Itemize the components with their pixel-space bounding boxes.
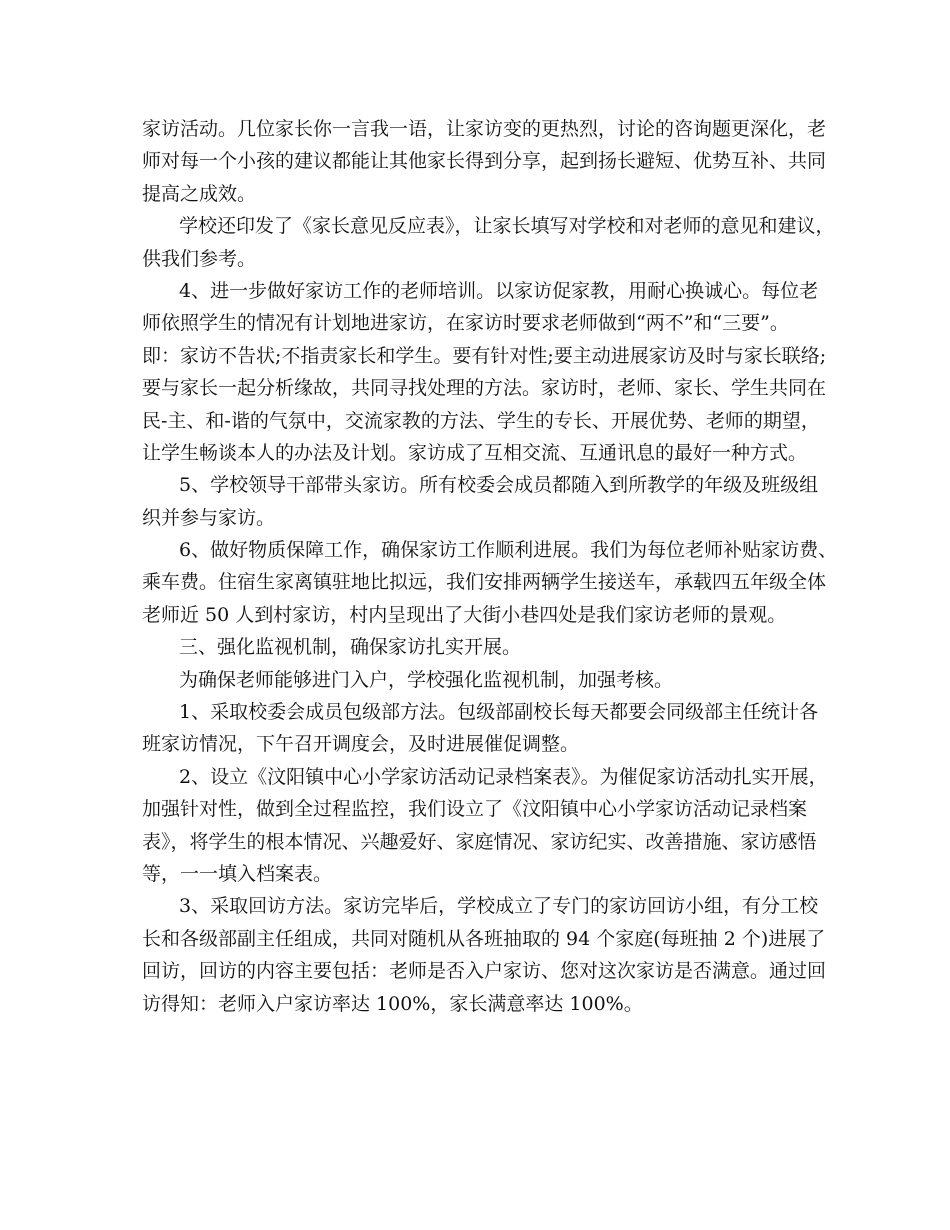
text-line: 5、学校领导干部带头家访。所有校委会成员都随入到所教学的年级及班级组: [179, 474, 819, 497]
text-line: 三、强化监视机制，确保家访扎实开展。: [179, 636, 522, 659]
text-line: 家访活动。几位家长你一言我一语，让家访变的更热烈，讨论的咨询题更深化，老: [142, 118, 827, 140]
text-line: 班家访情况，下午召开调度会，及时进展催促调整。: [142, 733, 580, 756]
text-line: 回访，回访的内容主要包括：老师是否入户家访、您对这次家访是否满意。通过回: [142, 960, 827, 983]
text-line: 加强针对性，做到全过程监控，我们设立了《汶阳镇中心小学家访活动记录档案: [142, 798, 808, 821]
text-line: 要与家长一起分析缘故，共同寻找处理的方法。家访时，老师、家长、学生共同在: [142, 377, 827, 400]
document-body: [142, 113, 838, 1020]
text-line: 师依照学生的情况有计划地进家访，在家访时要求老师做到“两不”和“三要”。: [142, 312, 789, 335]
text-line: 访得知：老师入户家访率达 100%，家长满意率达 100%。: [142, 992, 643, 1015]
text-line: 长和各级部副主任组成，共同对随机从各班抽取的 94 个家庭(每班抽 2 个)进展了: [142, 927, 826, 950]
text-line: 即：家访不告状;不指责家长和学生。要有针对性;要主动进展家访及时与家长联络;: [142, 344, 827, 367]
text-line: 学校还印发了《家长意见反应表》，让家长填写对学校和对老师的意见和建议，: [179, 215, 835, 238]
text-line: 乘车费。住宿生家离镇驻地比拟远，我们安排两辆学生接送车，承载四五年级全体: [142, 571, 827, 594]
text-line: 老师近 50 人到村家访，村内呈现出了大街小巷四处是我们家访老师的景观。: [142, 603, 787, 626]
text-line: 4、进一步做好家访工作的老师培训。以家访促家教，用耐心换诚心。每位老: [179, 279, 819, 302]
text-line: 提高之成效。: [142, 182, 257, 205]
text-line: 1、采取校委会成员包级部方法。包级部副校长每天都要会同级部主任统计各: [179, 701, 819, 724]
text-line: 织并参与家访。: [142, 506, 276, 529]
text-line: 供我们参考。: [142, 247, 257, 270]
text-line: 3、采取回访方法。家访完毕后，学校成立了专门的家访回访小组，有分工校: [179, 895, 819, 918]
text-line: 为确保老师能够进门入户，学校强化监视机制，加强考核。: [179, 668, 674, 691]
text-line: 表》，将学生的根本情况、兴趣爱好、家庭情况、家访纪实、改善措施、家访感悟: [142, 830, 817, 853]
text-line: 6、做好物质保障工作，确保家访工作顺利进展。我们为每位老师补贴家访费、: [179, 539, 838, 562]
text-line: 民-主、和-谐的气氛中，交流家教的方法、学生的专长、开展优势、老师的期望，: [142, 409, 820, 432]
text-line: 师对每一个小孩的建议都能让其他家长得到分享，起到扬长避短、优势互补、共同: [142, 150, 827, 173]
text-line: 2、设立《汶阳镇中心小学家访活动记录档案表》。为催促家访活动扎实开展，: [179, 765, 828, 788]
text-line: 等，一一填入档案表。: [142, 862, 333, 885]
text-line: 让学生畅谈本人的办法及计划。家访成了互相交流、互通讯息的最好一种方式。: [142, 441, 808, 464]
